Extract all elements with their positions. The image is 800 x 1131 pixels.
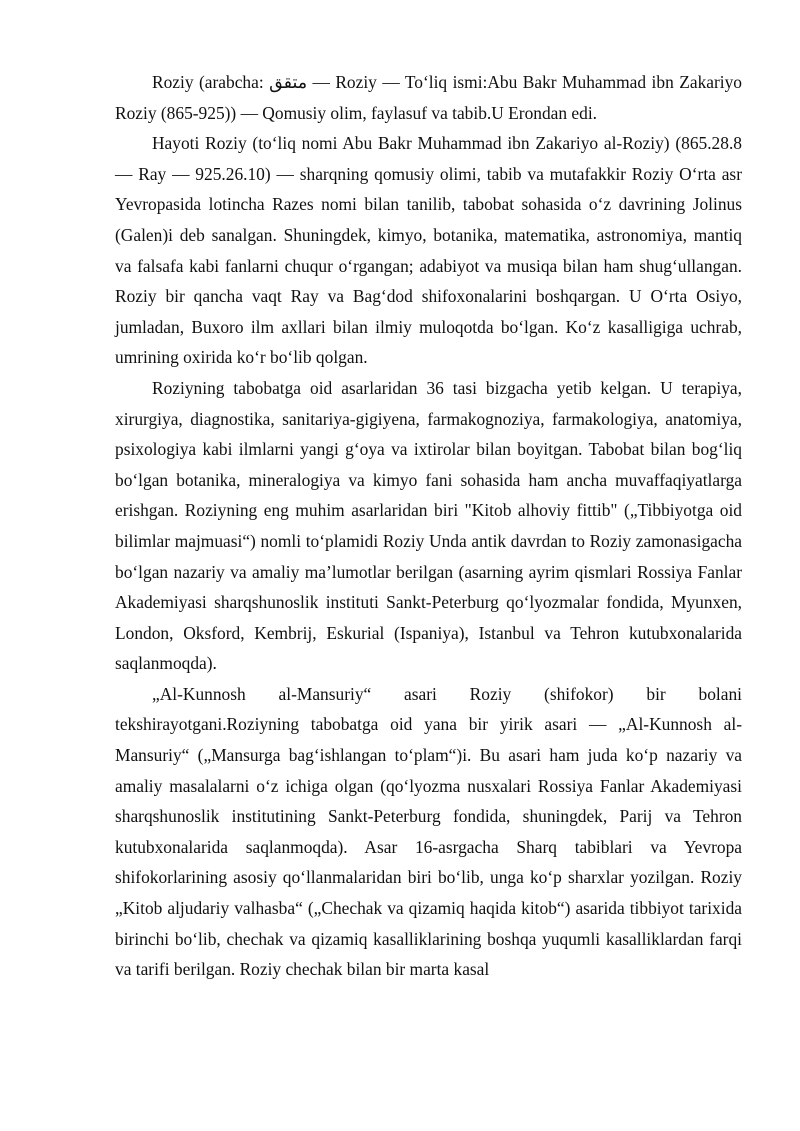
paragraph-works: Roziyning tabobatga oid asarlaridan 36 tasi bizgacha yetib kelgan. U terapiya, xirurgiya, diagnostika, sanitariya-gigiyena, farmakognoziya, farmakologiya, anatomiya, psixologiya kabi ilmlarni yangi g‘oya va ixtirolar bilan boyitgan. Tabobat bilan bog‘liq bo‘lgan botanika, mineralogiya va kimyo fani sohasida ham ancha muvaffaqiyatlarga erishgan. Roziyning eng muhim asarlaridan biri "Kitob alhoviy fittib" („Tibbiyotga oid bilimlar majmuasi“) nomli to‘plamidi Roziy Unda antik davrdan to Roziy zamonasigacha bo‘lgan nazariy va amaliy ma’lumotlar berilgan (asarning ayrim qismlari Rossiya Fanlar Akademiyasi sharqshunoslik instituti Sankt-Peterburg qo‘lyozmalar fondida, Myunxen, London, Oksford, Kembrij, Eskurial (Ispaniya), Istanbul va Tehron kutubxonalarida saqlanmoqda). <box>115 377 742 674</box>
intro-text-start: Roziy (arabcha: <box>152 72 270 92</box>
document-body <box>115 67 742 985</box>
arabic-name: متقق <box>269 72 308 92</box>
paragraph-biography: Hayoti Roziy (to‘liq nomi Abu Bakr Muhammad ibn Zakariyo al-Roziy) (865.28.8 — Ray — 925.26.10) — sharqning qomusiy olimi, tabib va mutafakkir Roziy O‘rta asr Yevropasida lotincha Razes nomi bilan tanilib, tabobat sohasida o‘z davrining Jolinus (Galen)i deb sanalgan. Shuningdek, kimyo, botanika, matematika, astronomiya, mantiq va falsafa kabi fanlarni chuqur o‘rgangan; adabiyot va musiqa bilan ham shug‘ullangan. Roziy bir qancha vaqt Ray va Bag‘dod shifoxonalarini boshqargan. U O‘rta Osiyo, jumladan, Buxoro ilm axllari bilan ilmiy muloqotda bo‘lgan. Ko‘z kasalligiga uchrab, umrining oxirida ko‘r bo‘lib qolgan. <box>115 133 742 368</box>
paragraph-intro <box>115 67 742 128</box>
intro-text-end: — Roziy — To‘liq ismi:Abu Bakr Muhammad ibn Zakariyo Roziy (865-925)) — Qomusiy olim, faylasuf va tabib.U Erondan edi. <box>115 72 742 123</box>
paragraph-al-mansuriy: „Al-Kunnosh al-Mansuriy“ asari Roziy (shifokor) bir bolani tekshirayotgani.Roziyning tabobatga oid yana bir yirik asari — „Al-Kunnosh al-Mansuriy“ („Mansurga bag‘ishlangan to‘plam“)i. Bu asari ham juda ko‘p nazariy va amaliy masalalarni o‘z ichiga olgan (qo‘lyozma nusxalari Rossiya Fanlar Akademiyasi sharqshunoslik institutining Sankt-Peterburg fondida, shuningdek, Parij va Tehron kutubxonalarida saqlanmoqda). Asar 16-asrgacha Sharq tabiblari va Yevropa shifokorlarining asosiy qo‘llanmalaridan biri bo‘lib, unga ko‘p sharxlar yozilgan. Roziy „Kitob aljudariy valhasba“ („Chechak va qizamiq haqida kitob“) asarida tibbiyot tarixida birinchi bo‘lib, chechak va qizamiq kasalliklarining boshqa yuqumli kasalliklardan farqi va tarifi berilgan. Roziy chechak bilan bir marta kasal <box>115 683 742 980</box>
